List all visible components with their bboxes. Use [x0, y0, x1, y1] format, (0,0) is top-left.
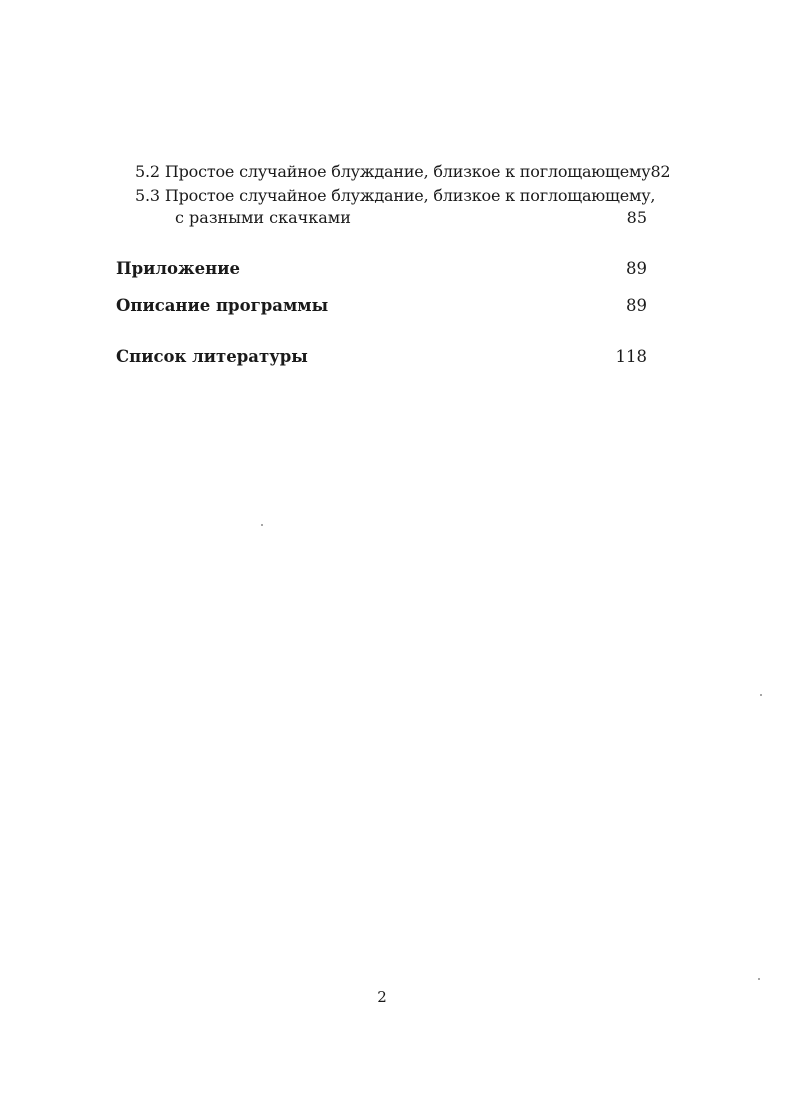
toc-chapter-bibliography [116, 347, 647, 367]
section-title-continuation: с разными скачками [175, 208, 351, 227]
chapter-page: 89 [626, 259, 647, 278]
chapter-title: Описание программы [116, 296, 329, 315]
section-page: 85 [626, 208, 647, 227]
toc-section-5-2 [135, 162, 671, 182]
section-page: 82 [650, 162, 671, 181]
page-number: 2 [377, 988, 387, 1006]
chapter-page: 118 [615, 347, 647, 366]
toc-chapter-appendix [116, 259, 647, 279]
toc-section-5-3-continuation [175, 208, 647, 228]
toc-section-5-3 [135, 186, 656, 206]
scan-speck [261, 524, 263, 526]
section-title: Простое случайное блуждание, близкое к поглощающему [164, 162, 651, 181]
toc-chapter-program-description [116, 296, 647, 316]
chapter-title: Список литературы [116, 347, 308, 366]
section-number: 5.3 [135, 186, 160, 205]
section-title: Простое случайное блуждание, близкое к поглощающему, [164, 186, 656, 205]
chapter-page: 89 [626, 296, 647, 315]
chapter-title: Приложение [116, 259, 240, 278]
scan-speck [758, 978, 760, 980]
section-number: 5.2 [135, 162, 160, 181]
scan-speck [760, 694, 762, 696]
